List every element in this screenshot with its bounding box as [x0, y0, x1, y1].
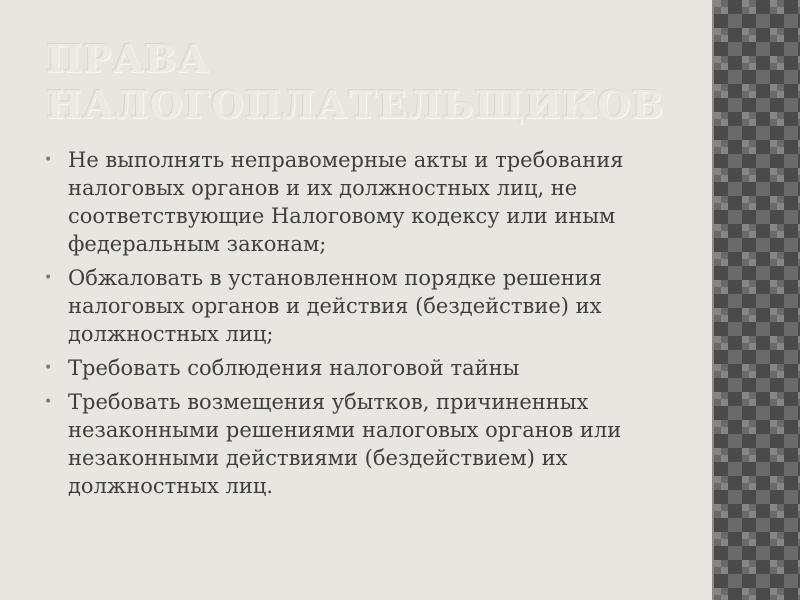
bullet-item — [44, 388, 680, 500]
slide-title: ПРАВА НАЛОГОПЛАТЕЛЬЩИКОВ — [46, 36, 665, 127]
bullet-icon: • — [44, 360, 53, 376]
bullet-list — [44, 146, 680, 506]
bullet-item — [44, 354, 680, 382]
bullet-item — [44, 146, 680, 258]
bullet-icon: • — [44, 152, 53, 168]
bullet-text: Требовать соблюдения налоговой тайны — [68, 356, 520, 380]
bullet-text: Не выполнять неправомерные акты и требования налоговых органов и их должностных лиц, не соответствующие Налоговому кодексу или иным федеральным законам; — [68, 148, 624, 256]
bullet-text: Обжаловать в установленном порядке решения налоговых органов и действия (бездействие) их должностных лиц; — [68, 266, 602, 346]
bullet-item — [44, 264, 680, 348]
bullet-text: Требовать возмещения убытков, причиненных незаконными решениями налоговых органов или незаконными действиями (бездействием) их должностных лиц. — [68, 390, 622, 498]
bullet-icon: • — [44, 270, 53, 286]
decorative-pattern-strip — [712, 0, 800, 600]
bullet-icon: • — [44, 394, 53, 410]
